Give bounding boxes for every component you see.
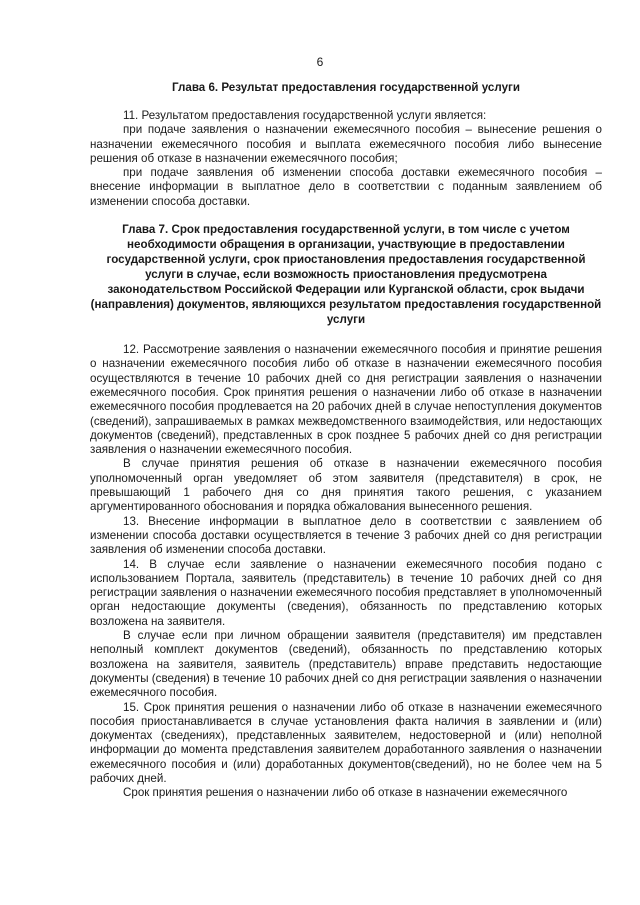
paragraph-12: 12. Рассмотрение заявления о назначении ежемесячного пособия и принятие решения о назначении ежемесячного пособия либо об отказе в назначении ежемесячного пособия осуществляются в течение 10 рабочих дней со дня регистрации заявления о назначении ежемесячного пособия. Срок принятия решения о назначении либо об отказе в назначении ежемесячного пособия продлевается на 20 рабочих дней в случае непоступления документов (сведений), запрашиваемых в рамках межведомственного взаимодействия, или недостающих документов (сведений), представленных в срок позднее 5 рабочих дней со дня регистрации заявления о назначении ежемесячного пособия.	[90, 343, 602, 457]
page-number: 6	[316, 55, 324, 69]
paragraph-13: 13. Внесение информации в выплатное дело в соответствии с заявлением об изменении способа доставки осуществляется в течение 3 рабочих дней со дня регистрации заявления об изменении способа доставки.	[90, 514, 602, 557]
paragraph-15: 15. Срок принятия решения о назначении либо об отказе в назначении ежемесячного пособия приостанавливается в случае установления факта наличия в заявлении и (или) документах (сведениях), представленных заявителем, недостоверной и (или) неполной информации до момента представления заявителем доработанного заявления о назначении ежемесячного пособия и (или) доработанных документов(сведений), но не более чем на 5 рабочих дней.	[90, 700, 602, 785]
paragraph-11-item-2: при подаче заявления об изменении способа доставки ежемесячного пособия – внесение информации в выплатное дело в соответствии с поданным заявлением об изменении способа доставки.	[90, 166, 602, 208]
paragraph-12-refusal: В случае принятия решения об отказе в назначении ежемесячного пособия уполномоченный орган уведомляет об этом заявителя (представителя) в срок, не превышающий 1 рабочего дня со дня принятия такого решения, с указанием аргументированного обоснования и порядка обжалования вынесенного решения.	[90, 457, 602, 514]
chapter-7-title: Глава 7. Срок предоставления государственной услуги, в том числе с учетом необходимости обращения в организации, участвующие в предоставлении государственной услуги, срок приостановления предоставления государственной услуги в случае, если возможность приостановления предусмотрена законодательством Российской Федерации или Курганской области, срок выдачи (направления) документов, являющихся результатом предоставления государственной услуги	[90, 223, 602, 327]
chapter-6-title: Глава 6. Результат предоставления государственной услуги	[172, 81, 520, 94]
paragraph-11-intro: 11. Результатом предоставления государственной услуги является:	[123, 109, 487, 122]
paragraph-15-continued: Срок принятия решения о назначении либо об отказе в назначении ежемесячного	[123, 786, 568, 800]
paragraph-11-item-1: при подаче заявления о назначении ежемесячного пособия – вынесение решения о назначении ежемесячного пособия и выплата ежемесячного пособия либо вынесение решения об отказе в назначении ежемесячного пособия;	[90, 123, 602, 165]
paragraph-14-personal: В случае если при личном обращении заявителя (представителя) им представлен неполный комплект документов (сведений), обязанность по представлению которых возложена на заявителя, заявитель (представитель) вправе представить недостающие документы (сведения) в течение 10 рабочих дней со дня регистрации заявления о назначении ежемесячного пособия.	[90, 629, 602, 700]
paragraph-14: 14. В случае если заявление о назначении ежемесячного пособия подано с использованием Портала, заявитель (представитель) в течение 10 рабочих дней со дня регистрации заявления о назначении ежемесячного пособия представляет в уполномоченный орган недостающие документы (сведения), обязанность по представлению которых возложена на заявителя.	[90, 557, 602, 628]
